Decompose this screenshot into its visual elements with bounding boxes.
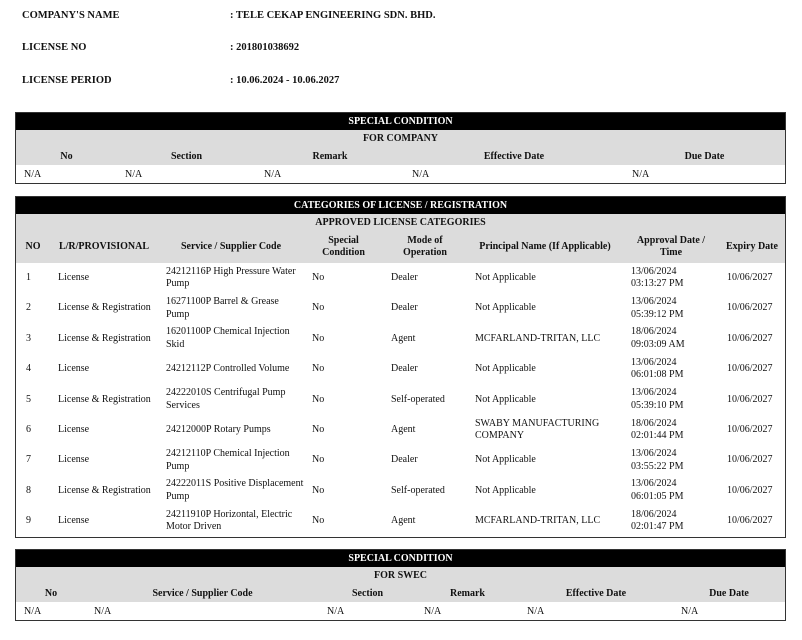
table-header-row [16, 231, 785, 263]
cell-approval-date-time [623, 324, 719, 354]
license-categories-title: CATEGORIES OF LICENSE / REGISTRATION [16, 197, 785, 214]
col-header-principal-name: Principal Name (If Applicable) [467, 231, 623, 263]
company-name-row [0, 10, 802, 26]
license-categories-body [16, 263, 785, 537]
cell-service-code: 24212116P High Pressure Water Pump [166, 265, 296, 290]
cell-principal-name: Not Applicable [475, 393, 536, 405]
special-condition-company-table [16, 147, 785, 183]
special-condition-company-title: SPECIAL CONDITION [16, 113, 785, 130]
cell-section: N/A [327, 605, 345, 617]
col-header-service-code: Service / Supplier Code [158, 231, 304, 263]
cell-service-code: 24212000P Rotary Pumps [166, 423, 271, 435]
cell-expiry-date: 10/06/2027 [727, 423, 773, 435]
cell-mode-of-operation: Dealer [391, 302, 418, 314]
cell-effective-date: N/A [412, 168, 430, 180]
cell-expiry-date: 10/06/2027 [727, 393, 773, 405]
cell-expiry-date: 10/06/2027 [727, 515, 773, 527]
table-row [16, 506, 785, 536]
cell-lr-provisional: License & Registration [58, 484, 151, 496]
cell-principal-name: Not Applicable [475, 484, 536, 496]
approval-date: 18/06/2024 [631, 508, 677, 520]
cell-no: 4 [26, 363, 31, 375]
cell-approval-date-time [623, 293, 719, 323]
col-header-mode-of-operation: Mode of Operation [383, 231, 467, 263]
cell-mode-of-operation: Self-operated [391, 484, 445, 496]
license-period-label: LICENSE PERIOD [22, 75, 112, 86]
cell-approval-date-time [623, 506, 719, 536]
col-header-effective-date: Effective Date [519, 584, 673, 602]
col-header-remark: Remark [416, 584, 519, 602]
special-condition-company-panel [15, 112, 786, 184]
license-period-row [0, 75, 802, 91]
col-header-remark: Remark [256, 147, 404, 165]
cell-special-condition: No [312, 393, 325, 405]
table-row [16, 263, 785, 293]
special-condition-company-subtitle: FOR COMPANY [16, 130, 785, 147]
cell-service-code: 24222010S Centrifugal Pump Services [166, 387, 286, 411]
cell-mode-of-operation: Agent [391, 423, 416, 435]
license-no-row [0, 42, 802, 58]
table-row [16, 385, 785, 415]
col-header-no: NO [16, 231, 50, 263]
cell-service-code: 24211910P Horizontal, Electric Motor Driven [166, 508, 293, 533]
approval-time: 05:39:12 PM [631, 308, 684, 320]
cell-approval-date-time [623, 445, 719, 475]
license-categories-table [16, 231, 785, 537]
cell-principal-name: Not Applicable [475, 454, 536, 466]
col-header-special-condition: Special Condition [304, 231, 383, 263]
col-header-due-date: Due Date [673, 584, 785, 602]
cell-mode-of-operation: Agent [391, 515, 416, 527]
cell-principal-name: Not Applicable [475, 271, 536, 283]
company-name-value: : TELE CEKAP ENGINEERING SDN. BHD. [230, 10, 436, 21]
approval-time: 02:01:47 PM [631, 521, 684, 533]
cell-approval-date-time [623, 415, 719, 445]
cell-lr-provisional: License [58, 515, 90, 527]
cell-expiry-date: 10/06/2027 [727, 302, 773, 314]
table-row [16, 445, 785, 475]
cell-no: 1 [26, 271, 31, 283]
cell-special-condition: No [312, 271, 325, 283]
cell-due-date: N/A [681, 605, 699, 617]
cell-approval-date-time [623, 263, 719, 293]
approval-time: 09:03:09 AM [631, 338, 685, 350]
cell-due-date: N/A [632, 168, 650, 180]
col-header-section: Section [117, 147, 256, 165]
cell-mode-of-operation: Dealer [391, 363, 418, 375]
cell-mode-of-operation: Agent [391, 332, 416, 344]
approval-time: 03:13:27 PM [631, 278, 684, 290]
special-condition-swec-panel [15, 549, 786, 621]
cell-remark: N/A [424, 605, 442, 617]
cell-special-condition: No [312, 302, 325, 314]
company-name-label: COMPANY'S NAME [22, 10, 120, 21]
cell-principal-name: SWABY MANUFACTURING COMPANY [475, 417, 600, 442]
license-categories-subtitle: APPROVED LICENSE CATEGORIES [16, 214, 785, 231]
table-row [16, 165, 785, 183]
approval-time: 06:01:08 PM [631, 369, 684, 381]
col-header-approval-date: Approval Date / Time [623, 231, 719, 263]
cell-service-code: 24212112P Controlled Volume [166, 363, 290, 375]
special-condition-swec-title: SPECIAL CONDITION [16, 550, 785, 567]
cell-approval-date-time [623, 354, 719, 384]
cell-mode-of-operation: Dealer [391, 454, 418, 466]
cell-approval-date-time [623, 476, 719, 506]
approval-time: 05:39:10 PM [631, 399, 684, 411]
table-header-row [16, 147, 785, 165]
cell-no: 6 [26, 423, 31, 435]
table-row [16, 602, 785, 620]
cell-no: 2 [26, 302, 31, 314]
col-header-section: Section [319, 584, 416, 602]
col-header-effective-date: Effective Date [404, 147, 624, 165]
cell-lr-provisional: License [58, 271, 90, 283]
cell-expiry-date: 10/06/2027 [727, 363, 773, 375]
cell-no: N/A [24, 605, 42, 617]
cell-no: 3 [26, 332, 31, 344]
approval-date: 18/06/2024 [631, 417, 677, 429]
cell-special-condition: No [312, 484, 325, 496]
approval-date: 13/06/2024 [631, 356, 677, 368]
cell-lr-provisional: License & Registration [58, 393, 151, 405]
license-categories-panel [15, 196, 786, 538]
cell-no: 9 [26, 515, 31, 527]
approval-time: 02:01:44 PM [631, 430, 684, 442]
cell-no: 7 [26, 454, 31, 466]
approval-date: 18/06/2024 [631, 326, 677, 338]
cell-principal-name: MCFARLAND-TRITAN, LLC [475, 332, 601, 344]
table-row [16, 324, 785, 354]
table-row [16, 415, 785, 445]
cell-lr-provisional: License & Registration [58, 302, 151, 314]
cell-expiry-date: 10/06/2027 [727, 271, 773, 283]
cell-service-code: 16271100P Barrel & Grease Pump [166, 296, 279, 320]
license-period-value: : 10.06.2024 - 10.06.2027 [230, 75, 340, 86]
col-header-service-code: Service / Supplier Code [86, 584, 319, 602]
cell-expiry-date: 10/06/2027 [727, 332, 773, 344]
cell-special-condition: No [312, 423, 325, 435]
cell-special-condition: No [312, 332, 325, 344]
approval-time: 06:01:05 PM [631, 490, 684, 502]
cell-special-condition: No [312, 363, 325, 375]
approval-date: 13/06/2024 [631, 448, 677, 460]
approval-time: 03:55:22 PM [631, 460, 684, 472]
cell-lr-provisional: License [58, 363, 90, 375]
cell-approval-date-time [623, 385, 719, 415]
cell-no: N/A [24, 168, 42, 180]
col-header-no: No [16, 584, 86, 602]
cell-special-condition: No [312, 515, 325, 527]
approval-date: 13/06/2024 [631, 265, 677, 277]
col-header-due-date: Due Date [624, 147, 785, 165]
special-condition-swec-table [16, 584, 785, 620]
cell-service-code: 24222011S Positive Displacement Pump [166, 478, 304, 502]
cell-mode-of-operation: Dealer [391, 271, 418, 283]
cell-service-code: 24212110P Chemical Injection Pump [166, 448, 290, 472]
cell-lr-provisional: License & Registration [58, 332, 151, 344]
license-no-label: LICENSE NO [22, 42, 87, 53]
cell-expiry-date: 10/06/2027 [727, 454, 773, 466]
table-row [16, 293, 785, 323]
col-header-no: No [16, 147, 117, 165]
cell-principal-name: MCFARLAND-TRITAN, LLC [475, 515, 601, 527]
cell-remark: N/A [264, 168, 282, 180]
cell-principal-name: Not Applicable [475, 302, 536, 314]
cell-no: 8 [26, 484, 31, 496]
special-condition-swec-subtitle: FOR SWEC [16, 567, 785, 584]
col-header-lr-provisional: L/R/PROVISIONAL [50, 231, 158, 263]
cell-section: N/A [125, 168, 143, 180]
table-row [16, 476, 785, 506]
col-header-expiry-date: Expiry Date [719, 231, 785, 263]
cell-no: 5 [26, 393, 31, 405]
cell-principal-name: Not Applicable [475, 363, 536, 375]
cell-mode-of-operation: Self-operated [391, 393, 445, 405]
approval-date: 13/06/2024 [631, 387, 677, 399]
cell-service-code: 16201100P Chemical Injection Skid [166, 326, 290, 350]
table-header-row [16, 584, 785, 602]
cell-lr-provisional: License [58, 454, 90, 466]
approval-date: 13/06/2024 [631, 478, 677, 490]
cell-expiry-date: 10/06/2027 [727, 484, 773, 496]
cell-lr-provisional: License [58, 423, 90, 435]
cell-special-condition: No [312, 454, 325, 466]
approval-date: 13/06/2024 [631, 296, 677, 308]
cell-effective-date: N/A [527, 605, 545, 617]
cell-service-code: N/A [94, 605, 112, 617]
table-row [16, 354, 785, 384]
license-no-value: : 201801038692 [230, 42, 300, 53]
